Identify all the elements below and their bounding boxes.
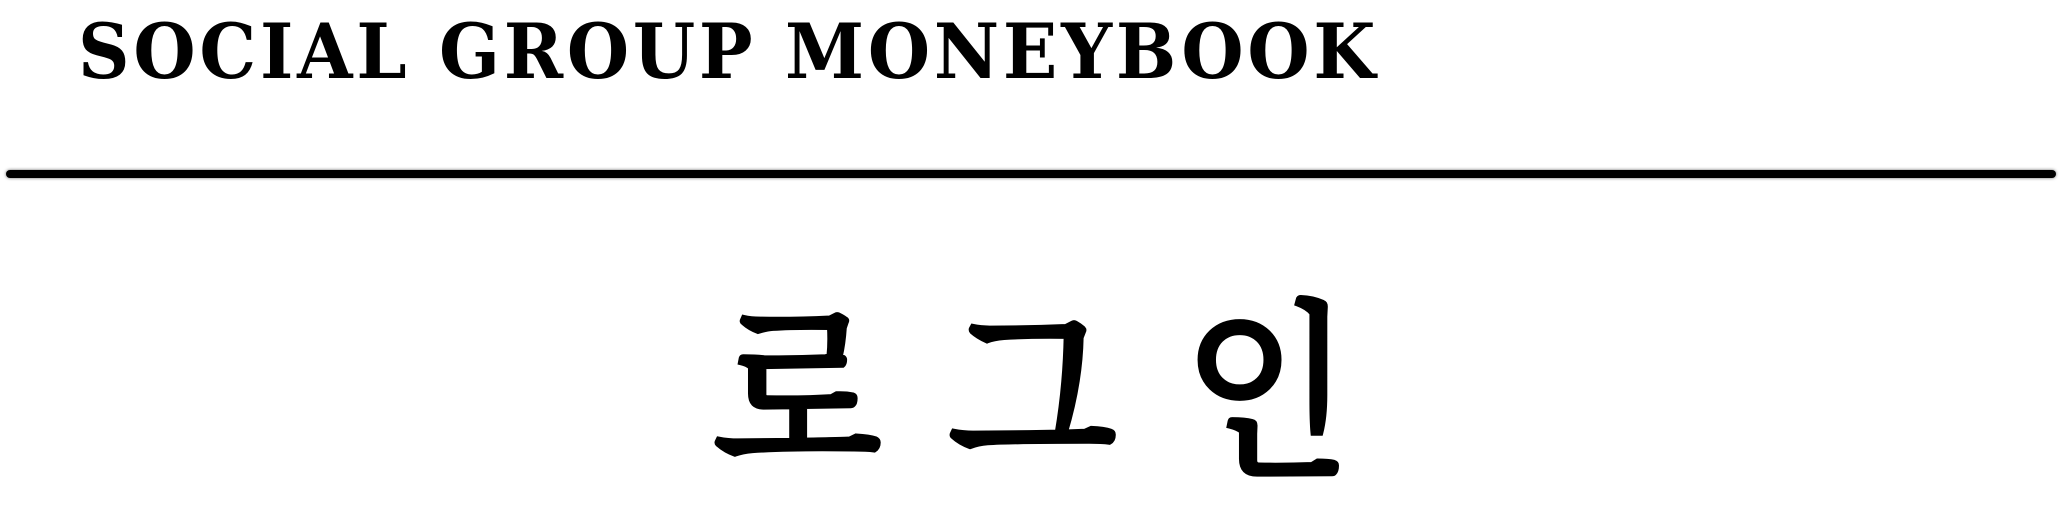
login-title-text: 로그인 — [712, 284, 1418, 505]
app-title: SOCIAL GROUP MONEYBOOK — [78, 7, 1380, 96]
login-heading — [0, 270, 2064, 520]
app-header — [0, 0, 2064, 112]
header-divider — [6, 170, 2056, 178]
